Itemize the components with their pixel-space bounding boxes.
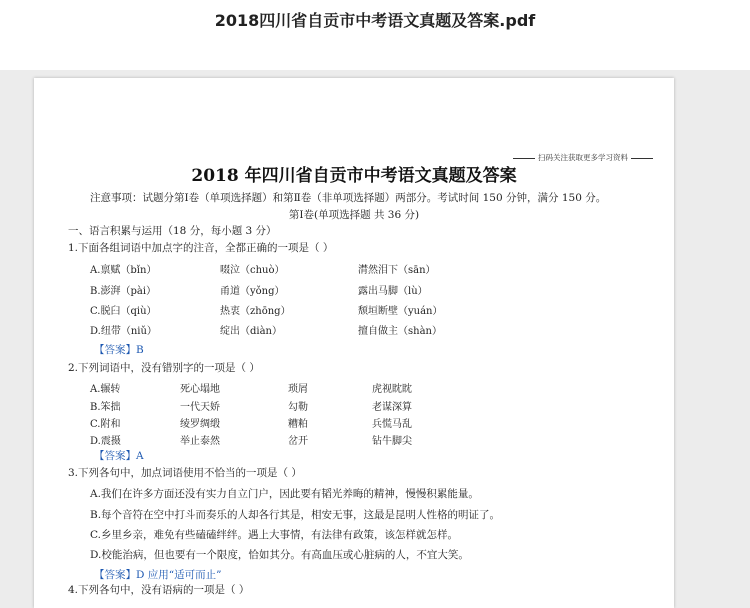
option-word: 死心塌地 xyxy=(180,384,220,395)
option-word: C.脱臼（qiù） xyxy=(90,306,157,317)
option-word: 潸然泪下（sān） xyxy=(358,265,436,276)
option-word: 绫罗绸缎 xyxy=(180,419,220,430)
option-word: 一代天娇 xyxy=(180,402,220,413)
section-heading: 一、语言积累与运用（18 分，每小题 3 分） xyxy=(68,225,277,237)
question-1-stem: 1.下面各组词语中加点字的注音，全都正确的一项是（ ） xyxy=(68,242,334,254)
option-word: C.附和 xyxy=(90,419,121,430)
question-3-option: A.我们在许多方面还没有实力自立门户，因此要有韬光养晦的精神，慢慢积累能量。 xyxy=(90,488,479,500)
document-title: 2018四川省自贡市中考语文真题及答案.pdf xyxy=(214,11,536,30)
viewer-header xyxy=(0,0,750,70)
promo-right-rule xyxy=(631,158,653,159)
option-word: B.笨拙 xyxy=(90,402,121,413)
option-word: 露出马脚（lù） xyxy=(358,286,428,297)
option-word: B.澎湃（pài） xyxy=(90,286,157,297)
option-word: 岔开 xyxy=(288,436,308,447)
exam-notice: 注意事项：试题分第Ⅰ卷（单项选择题）和第Ⅱ卷（非单项选择题）两部分。考试时间 150 分钟，满分 150 分。 xyxy=(90,192,607,204)
option-word: D.纽带（niǔ） xyxy=(90,326,157,337)
option-word: 颓垣断壁（yuán） xyxy=(358,306,443,317)
question-2-answer: 【答案】A xyxy=(94,450,144,462)
option-word: D.震摄 xyxy=(90,436,121,447)
option-word: 擅自做主（shàn） xyxy=(358,326,442,337)
question-3-answer: 【答案】D 应用“适可而止” xyxy=(94,569,222,581)
question-3-option: D.校能治病，但也要有一个限度，恰如其分。有高血压或心脏病的人，不宜大笑。 xyxy=(90,549,469,561)
option-word: A.辗转 xyxy=(90,384,121,395)
option-word: 热衷（zhōng） xyxy=(220,306,291,317)
pdf-page xyxy=(34,78,674,608)
question-2-stem: 2.下列词语中，没有错别字的一项是（ ） xyxy=(68,362,260,374)
part-heading: 第Ⅰ卷(单项选择题 共 36 分) xyxy=(288,209,420,221)
question-1-answer: 【答案】B xyxy=(94,344,144,356)
question-4-stem: 4.下列各句中，没有语病的一项是（ ） xyxy=(68,584,250,596)
exam-title: 2018 年四川省自贡市中考语文真题及答案 xyxy=(191,166,517,186)
question-3-stem: 3.下列各句中，加点词语使用不恰当的一项是（ ） xyxy=(68,467,302,479)
option-word: 钻牛脚尖 xyxy=(372,436,412,447)
option-word: 老谋深算 xyxy=(372,402,412,413)
option-word: A.禀赋（bǐn） xyxy=(90,265,157,276)
option-word: 绽出（diàn） xyxy=(220,326,283,337)
option-word: 虎视眈眈 xyxy=(372,384,412,395)
question-3-option: C.乡里乡亲，难免有些磕磕绊绊。遇上大事情，有法律有政策，该怎样就怎样。 xyxy=(90,529,458,541)
option-word: 糟粕 xyxy=(288,419,308,430)
question-3-option: B.每个音符在空中打斗而奏乐的人却各行其是，相安无事，这最是昆明人性格的明证了。 xyxy=(90,509,501,521)
option-word: 举止泰然 xyxy=(180,436,220,447)
promo-text: 扫码关注获取更多学习资料 xyxy=(538,153,628,162)
option-word: 兵慌马乱 xyxy=(372,419,412,430)
option-word: 啜泣（chuò） xyxy=(220,265,285,276)
option-word: 琐屑 xyxy=(288,384,308,395)
option-word: 甬道（yǒng） xyxy=(220,286,285,297)
promo-left-rule xyxy=(513,158,535,159)
option-word: 勾勒 xyxy=(288,402,308,413)
